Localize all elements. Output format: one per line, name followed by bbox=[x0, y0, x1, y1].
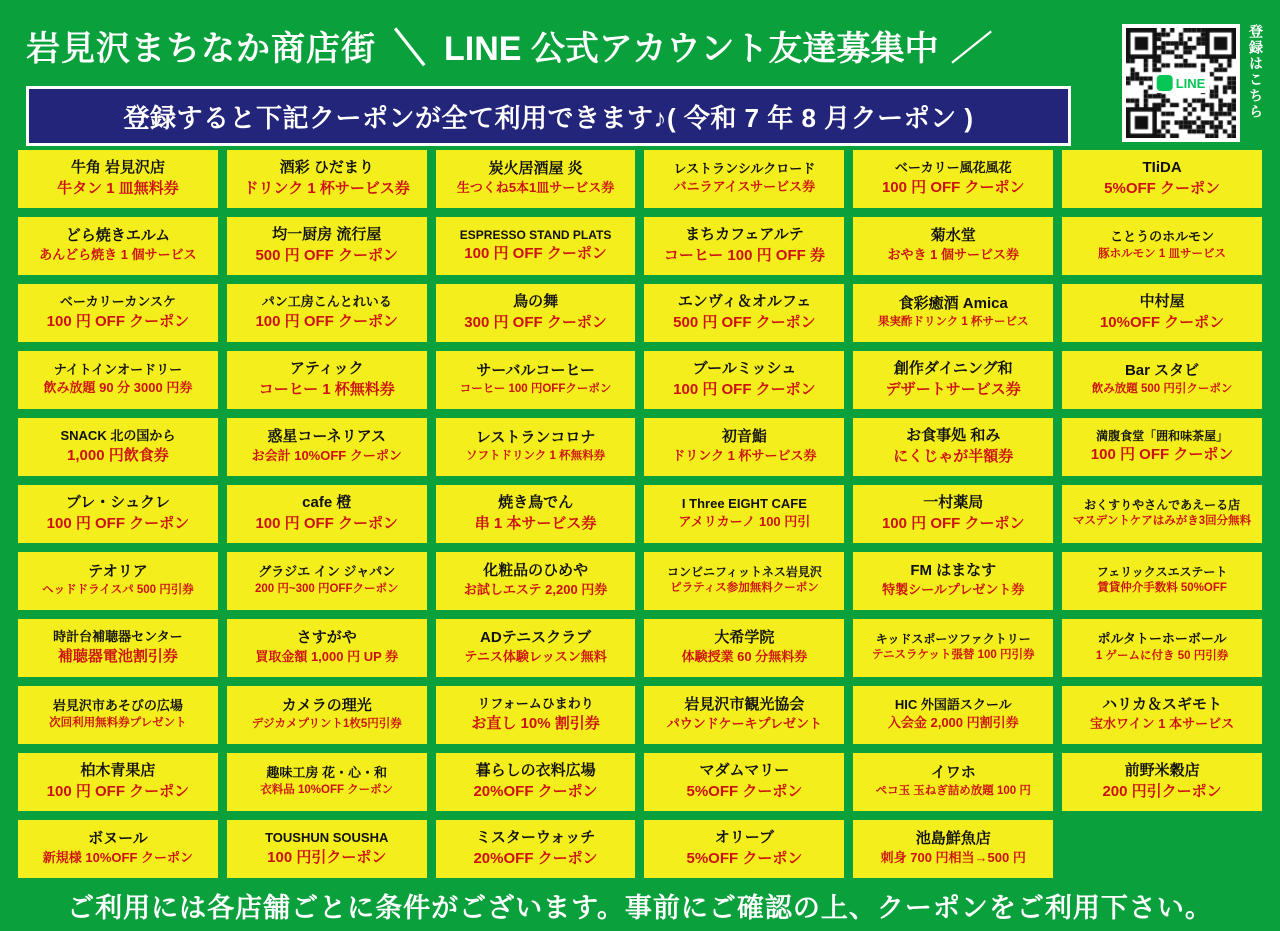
coupon-cell[interactable] bbox=[1060, 684, 1264, 746]
coupon-cell[interactable] bbox=[16, 416, 220, 478]
coupon-cell[interactable] bbox=[851, 282, 1055, 344]
line-logo bbox=[1153, 73, 1210, 93]
coupon-shop-name: 趣味工房 花・心・和 bbox=[266, 765, 388, 781]
coupon-offer-text: 100 円 OFF クーポン bbox=[46, 514, 190, 532]
coupon-cell-empty bbox=[1060, 818, 1264, 880]
coupon-offer-text: ピラティス参加無料クーポン bbox=[670, 582, 819, 595]
coupon-cell[interactable] bbox=[16, 215, 220, 277]
coupon-shop-name: さすがや bbox=[296, 629, 357, 647]
coupon-cell[interactable] bbox=[16, 550, 220, 612]
coupon-cell[interactable] bbox=[1060, 751, 1264, 813]
coupon-shop-name: TIiDA bbox=[1142, 159, 1182, 177]
coupon-offer-text: 賃貸仲介手数料 50%OFF bbox=[1097, 582, 1227, 595]
slash-decoration-right-icon: ／ bbox=[948, 29, 993, 68]
coupon-shop-name: 惑星コーネリアス bbox=[267, 428, 387, 446]
coupon-cell[interactable] bbox=[642, 215, 846, 277]
coupon-offer-text: 体験授業 60 分無料券 bbox=[681, 649, 808, 665]
coupon-shop-name: カメラの理光 bbox=[281, 697, 372, 715]
coupon-cell[interactable] bbox=[851, 550, 1055, 612]
coupon-cell[interactable] bbox=[16, 818, 220, 880]
coupon-shop-name: オリーブ bbox=[714, 829, 775, 847]
coupon-cell[interactable] bbox=[16, 349, 220, 411]
coupon-cell[interactable] bbox=[851, 483, 1055, 545]
coupon-cell[interactable] bbox=[642, 684, 846, 746]
coupon-offer-text: 買取金額 1,000 円 UP 券 bbox=[255, 649, 399, 665]
coupon-cell[interactable] bbox=[225, 282, 429, 344]
coupon-cell[interactable] bbox=[225, 684, 429, 746]
coupon-offer-text: テニス体験レッスン無料 bbox=[464, 649, 607, 665]
coupon-shop-name: まちカフェアルテ bbox=[685, 226, 804, 244]
line-logo-mark-icon bbox=[1157, 75, 1173, 91]
coupon-offer-text: 100 円 OFF クーポン bbox=[255, 312, 398, 330]
coupon-offer-text: コーヒー 100 円 OFF 券 bbox=[663, 246, 825, 264]
coupon-offer-text: 補聴器電池割引券 bbox=[57, 647, 178, 665]
coupon-offer-text: お直し 10% 割引券 bbox=[471, 714, 600, 732]
coupon-offer-text: 牛タン 1 皿無料券 bbox=[57, 179, 179, 197]
coupon-shop-name: ミスターウォッチ bbox=[475, 829, 596, 847]
coupon-cell[interactable] bbox=[434, 416, 638, 478]
coupon-shop-name: 柏木青果店 bbox=[80, 762, 156, 780]
coupon-shop-name: 食彩癒酒 Amica bbox=[898, 295, 1008, 313]
coupon-offer-text: 300 円 OFF クーポン bbox=[464, 313, 607, 331]
coupon-shop-name: 牛角 岩見沢店 bbox=[70, 159, 165, 177]
coupon-cell[interactable] bbox=[642, 550, 846, 612]
coupon-offer-text: 500 円 OFF クーポン bbox=[673, 313, 816, 331]
coupon-shop-name: ESPRESSO STAND PLATS bbox=[459, 227, 612, 242]
coupon-shop-name: 酒彩 ひだまり bbox=[279, 159, 374, 177]
coupon-cell[interactable] bbox=[16, 148, 220, 210]
coupon-cell[interactable] bbox=[225, 818, 429, 880]
coupon-offer-text: 果実酢ドリンク 1 杯サービス bbox=[877, 316, 1029, 328]
coupon-cell[interactable] bbox=[434, 148, 638, 210]
campaign-title: LINE 公式アカウント友達募集中 bbox=[444, 29, 939, 68]
coupon-shop-name: 菊水堂 bbox=[930, 227, 976, 245]
coupon-offer-text: お会計 10%OFF クーポン bbox=[251, 448, 402, 464]
coupon-shop-name: ベーカリー風花風花 bbox=[894, 160, 1012, 176]
coupon-cell[interactable] bbox=[434, 349, 638, 411]
coupon-cell[interactable] bbox=[225, 416, 429, 478]
coupon-shop-name: パン工房こんとれいる bbox=[261, 294, 392, 310]
coupon-cell[interactable] bbox=[434, 550, 638, 612]
line-logo-text: LINE bbox=[1175, 75, 1206, 91]
coupon-shop-name: 均一厨房 流行屋 bbox=[272, 226, 382, 244]
coupon-cell[interactable] bbox=[1060, 416, 1264, 478]
coupon-offer-text: ペコ玉 玉ねぎ詰め放題 100 円 bbox=[875, 785, 1031, 797]
coupon-cell[interactable] bbox=[851, 617, 1055, 679]
coupon-offer-text: 100 円引クーポン bbox=[267, 848, 387, 866]
coupon-shop-name: アティック bbox=[289, 360, 364, 378]
coupon-offer-text: 100 円 OFF クーポン bbox=[673, 380, 816, 398]
coupon-cell[interactable] bbox=[1060, 483, 1264, 545]
coupon-shop-name: TOUSHUN SOUSHA bbox=[265, 830, 389, 846]
coupon-shop-name: 時計台補聴器センター bbox=[53, 629, 183, 645]
coupon-cell[interactable] bbox=[434, 818, 638, 880]
header bbox=[14, 0, 1266, 148]
coupon-offer-text: 20%OFF クーポン bbox=[473, 782, 598, 800]
coupon-shop-name: Bar スタビ bbox=[1124, 362, 1200, 380]
coupon-offer-text: 刺身 700 円相当→500 円 bbox=[880, 850, 1026, 866]
coupon-cell[interactable] bbox=[851, 148, 1055, 210]
coupon-shop-name: 一村薬局 bbox=[923, 494, 984, 512]
coupon-shop-name: 岩見沢市観光協会 bbox=[684, 696, 805, 714]
coupon-offer-text: バニラアイスサービス券 bbox=[673, 179, 816, 195]
coupon-cell[interactable] bbox=[434, 483, 638, 545]
header-left bbox=[14, 14, 1081, 146]
coupon-shop-name: ベーカリーカンスケ bbox=[59, 294, 176, 310]
coupon-cell[interactable] bbox=[851, 215, 1055, 277]
coupon-cell[interactable] bbox=[851, 416, 1055, 478]
footer bbox=[14, 880, 1266, 931]
coupon-shop-name: ことうのホルモン bbox=[1110, 229, 1215, 245]
coupon-cell[interactable] bbox=[16, 483, 220, 545]
coupon-cell[interactable] bbox=[16, 282, 220, 344]
coupon-offer-text: 20%OFF クーポン bbox=[473, 849, 598, 867]
coupon-offer-text: あんどら焼き 1 個サービス bbox=[39, 247, 197, 263]
coupon-offer-text: 100 円 OFF クーポン bbox=[255, 514, 398, 532]
coupon-shop-name: イワホ bbox=[930, 764, 976, 782]
coupon-offer-text: 5%OFF クーポン bbox=[686, 849, 803, 867]
coupon-offer-text: アメリカーノ 100 円引 bbox=[678, 514, 811, 530]
coupon-cell[interactable] bbox=[1060, 282, 1264, 344]
coupon-shop-name: リフォームひまわり bbox=[477, 696, 594, 712]
coupon-cell[interactable] bbox=[642, 282, 846, 344]
coupon-offer-text: ヘッドドライスパ 500 円引券 bbox=[42, 584, 194, 596]
header-title-row bbox=[14, 14, 1081, 76]
coupon-cell[interactable] bbox=[851, 818, 1055, 880]
coupon-offer-text: デジカメプリント1枚5円引券 bbox=[251, 718, 402, 730]
coupon-offer-text: お試しエステ 2,200 円券 bbox=[463, 582, 608, 598]
coupon-cell[interactable] bbox=[642, 818, 846, 880]
coupon-shop-name: 岩見沢市あそびの広場 bbox=[52, 698, 183, 714]
coupon-shop-name: SNACK 北の国から bbox=[60, 428, 176, 444]
coupon-cell[interactable] bbox=[225, 349, 429, 411]
coupon-shop-name: サーバルコーヒー bbox=[476, 362, 595, 380]
coupon-cell[interactable] bbox=[851, 684, 1055, 746]
coupon-cell[interactable] bbox=[642, 617, 846, 679]
coupon-shop-name: ポルタトーホーボール bbox=[1097, 631, 1227, 647]
coupon-cell[interactable] bbox=[1060, 349, 1264, 411]
coupon-shop-name: レストランコロナ bbox=[475, 429, 596, 447]
coupon-cell[interactable] bbox=[434, 684, 638, 746]
coupon-cell[interactable] bbox=[434, 617, 638, 679]
coupon-offer-text: 宝水ワイン 1 本サービス bbox=[1090, 716, 1235, 732]
coupon-offer-text: 生つくね5本1皿サービス券 bbox=[456, 180, 615, 196]
coupon-offer-text: にくじゃが半額券 bbox=[893, 447, 1014, 465]
coupon-cell[interactable] bbox=[851, 349, 1055, 411]
coupon-offer-text: 次回利用無料券プレゼント bbox=[49, 716, 187, 729]
coupon-grid bbox=[14, 148, 1266, 880]
coupon-offer-text: 豚ホルモン 1 皿サービス bbox=[1098, 247, 1226, 260]
coupon-shop-name: 化粧品のひめや bbox=[483, 562, 589, 580]
header-right bbox=[1081, 14, 1266, 142]
coupon-cell[interactable] bbox=[225, 550, 429, 612]
coupon-shop-name: cafe 橙 bbox=[302, 494, 352, 512]
coupon-offer-text: 100 円 OFF クーポン bbox=[881, 514, 1025, 532]
coupon-cell[interactable] bbox=[642, 751, 846, 813]
coupon-cell[interactable] bbox=[225, 751, 429, 813]
coupon-offer-text: コーヒー 100 円OFFクーポン bbox=[459, 383, 612, 395]
coupon-offer-text: ドリンク 1 杯サービス券 bbox=[672, 448, 817, 464]
footer-notice: ご利用には各店舗ごとに条件がございます。事前にご確認の上、クーポンをご利用下さい。 bbox=[67, 892, 1213, 923]
coupon-offer-text: 5%OFF クーポン bbox=[686, 782, 803, 800]
coupon-offer-text: 100 円 OFF クーポン bbox=[46, 782, 190, 800]
coupon-shop-name: 池島鮮魚店 bbox=[915, 830, 991, 848]
coupon-offer-text: 飲み放題 90 分 3000 円券 bbox=[43, 380, 193, 396]
coupon-shop-name: どら焼きエルム bbox=[65, 227, 171, 245]
coupon-cell[interactable] bbox=[642, 483, 846, 545]
coupon-cell[interactable] bbox=[642, 148, 846, 210]
coupon-cell[interactable] bbox=[225, 483, 429, 545]
coupon-cell[interactable] bbox=[16, 617, 220, 679]
coupon-shop-name: 創作ダイニング和 bbox=[893, 360, 1013, 378]
coupon-shop-name: ブレ・シュクレ bbox=[65, 494, 170, 512]
coupon-offer-text: ドリンク 1 杯サービス券 bbox=[243, 179, 410, 197]
coupon-cell[interactable] bbox=[1060, 215, 1264, 277]
coupon-shop-name: 焼き鳥でん bbox=[498, 494, 574, 512]
coupon-shop-name: I Three EIGHT CAFE bbox=[681, 496, 807, 512]
coupon-cell[interactable] bbox=[642, 416, 846, 478]
coupon-shop-name: キッドスポーツファクトリー bbox=[875, 631, 1031, 646]
coupon-offer-text: 飲み放題 500 円引クーポン bbox=[1091, 383, 1233, 395]
coupon-shop-name: マダムマリー bbox=[699, 762, 790, 780]
coupon-offer-text: 1,000 円飲食券 bbox=[67, 446, 169, 464]
coupon-cell[interactable] bbox=[16, 684, 220, 746]
coupon-offer-text: 特製シールプレゼント券 bbox=[882, 582, 1025, 598]
coupon-offer-text: 200 円引クーポン bbox=[1102, 782, 1222, 800]
coupon-cell[interactable] bbox=[851, 751, 1055, 813]
coupon-offer-text: ソフトドリンク 1 杯無料券 bbox=[466, 450, 606, 462]
coupon-shop-name: ADテニスクラブ bbox=[480, 629, 592, 647]
coupon-cell[interactable] bbox=[1060, 550, 1264, 612]
coupon-offer-text: 500 円 OFF クーポン bbox=[255, 246, 398, 264]
coupon-shop-name: お食事処 和み bbox=[906, 427, 1001, 445]
coupon-offer-text: 衣料品 10%OFF クーポン bbox=[260, 783, 394, 796]
coupon-offer-text: 新規様 10%OFF クーポン bbox=[42, 850, 194, 866]
page-title: 岩見沢まちなか商店街 bbox=[26, 29, 376, 68]
coupon-shop-name: 大希学院 bbox=[714, 629, 775, 647]
coupon-shop-name: エンヴィ＆オルフェ bbox=[677, 293, 812, 311]
coupon-offer-text: 200 円~300 円OFFクーポン bbox=[255, 582, 399, 595]
coupon-cell[interactable] bbox=[434, 282, 638, 344]
coupon-offer-text: 1 ゲームに付き 50 円引券 bbox=[1095, 649, 1229, 662]
coupon-offer-text: 100 円 OFF クーポン bbox=[46, 312, 190, 330]
coupon-shop-name: FM はまなす bbox=[910, 562, 997, 580]
coupon-offer-text: おやき 1 個サービス券 bbox=[887, 247, 1019, 263]
coupon-shop-name: 前野米穀店 bbox=[1124, 762, 1200, 780]
coupon-offer-text: 串 1 本サービス券 bbox=[474, 514, 597, 532]
coupon-offer-text: 100 円 OFF クーポン bbox=[1090, 446, 1234, 464]
coupon-shop-name: ナイトインオードリー bbox=[53, 362, 183, 378]
coupon-shop-name: ブールミッシュ bbox=[692, 360, 797, 378]
coupon-offer-text: 入会金 2,000 円割引券 bbox=[887, 715, 1019, 731]
coupon-shop-name: 鳥の舞 bbox=[513, 293, 559, 311]
coupon-cell[interactable] bbox=[642, 349, 846, 411]
coupon-shop-name: ボヌール bbox=[88, 830, 148, 848]
coupon-cell[interactable] bbox=[16, 751, 220, 813]
coupon-shop-name: 炭火居酒屋 炎 bbox=[488, 160, 583, 178]
coupon-offer-text: 10%OFF クーポン bbox=[1099, 313, 1225, 331]
coupon-shop-name: ハリカ＆スギモト bbox=[1102, 696, 1222, 714]
coupon-offer-text: 100 円 OFF クーポン bbox=[881, 178, 1025, 196]
coupon-shop-name: コンビニフィットネス岩見沢 bbox=[666, 564, 822, 579]
slash-decoration-icon: ＼ bbox=[384, 26, 434, 71]
coupon-offer-text: コーヒー 1 杯無料券 bbox=[258, 380, 395, 398]
coupon-cell[interactable] bbox=[1060, 617, 1264, 679]
coupon-cell[interactable] bbox=[225, 148, 429, 210]
coupon-shop-name: 中村屋 bbox=[1139, 293, 1185, 311]
coupon-shop-name: おくすりやさんであえーる店 bbox=[1084, 497, 1241, 512]
coupon-offer-text: パウンドケーキプレゼント bbox=[666, 716, 823, 732]
coupon-shop-name: HIC 外国語スクール bbox=[894, 697, 1012, 713]
coupon-cell[interactable] bbox=[225, 215, 429, 277]
coupon-cell[interactable] bbox=[434, 215, 638, 277]
coupon-cell[interactable] bbox=[434, 751, 638, 813]
qr-code[interactable] bbox=[1122, 24, 1240, 142]
coupon-shop-name: 暮らしの衣料広場 bbox=[475, 762, 596, 780]
registration-banner-text: 登録すると下記クーポンが全て利用できます♪( 令和 7 年 8 月クーポン ) bbox=[123, 102, 974, 133]
coupon-shop-name: 初音鮨 bbox=[721, 428, 767, 446]
coupon-shop-name: 満腹食堂「囲和味茶屋」 bbox=[1096, 428, 1229, 443]
registration-banner bbox=[26, 86, 1071, 146]
coupon-cell[interactable] bbox=[1060, 148, 1264, 210]
coupon-shop-name: フェリックスエステート bbox=[1096, 564, 1228, 579]
coupon-shop-name: グラジエ イン ジャパン bbox=[258, 564, 396, 580]
coupon-cell[interactable] bbox=[225, 617, 429, 679]
coupon-offer-text: 100 円 OFF クーポン bbox=[464, 245, 607, 263]
qr-caption: 登録はこちら bbox=[1248, 24, 1264, 120]
coupon-shop-name: テオリア bbox=[88, 563, 148, 581]
coupon-shop-name: レストランシルクロード bbox=[673, 161, 816, 177]
coupon-offer-text: デザートサービス券 bbox=[885, 380, 1021, 398]
coupon-offer-text: テニスラケット張替 100 円引券 bbox=[871, 649, 1035, 662]
coupon-offer-text: マスデントケアはみがき3回分無料 bbox=[1072, 515, 1252, 528]
coupon-offer-text: 5%OFF クーポン bbox=[1104, 179, 1220, 197]
